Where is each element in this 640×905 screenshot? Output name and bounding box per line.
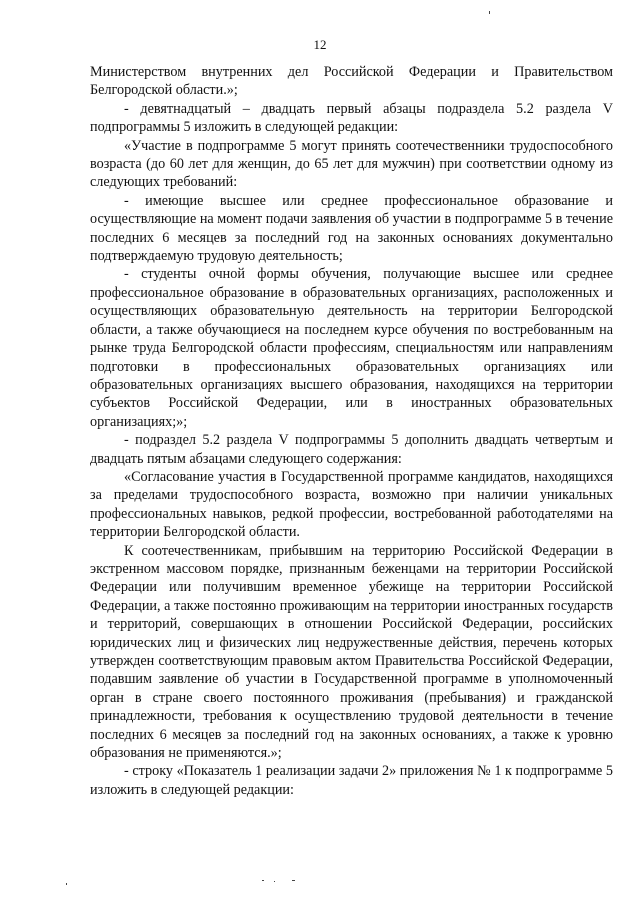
scan-speck [262,880,264,881]
paragraph-6: - подраздел 5.2 раздела V подпрограммы 5 дополнить двадцать четвертым и двадцать пятым абзацами следующего содержания: [90,432,613,467]
paragraph-4: - имеющие высшее или среднее профессиональное образование и осуществляющие на момент подачи заявления об участии в подпрограмме 5 в течение последних 6 месяцев за последний год на законных основаниях документально подтверждаемую трудовую деятельность; [90,192,613,265]
paragraph-2: - девятнадцатый – двадцать первый абзацы подраздела 5.2 раздела V подпрограммы 5 изложить в следующей редакции: [90,100,613,136]
paragraph-9: - строку «Показатель 1 реализации задачи 2» приложения № 1 к подпрограмме 5 изложить в следующей редакции: [90,763,613,798]
document-body [90,63,613,799]
paragraph-3: «Участие в подпрограмме 5 могут принять соотечественники трудоспособного возраста (до 60 лет для женщин, до 65 лет для мужчин) при соответствии одному из следующих требований: [90,137,613,191]
paragraph-7: «Согласование участия в Государственной программе кандидатов, находящихся за пределами трудоспособного возраста, возможно при наличии уникальных профессиональных навыков, редкой профессии, востребованной работодателями на территории Белгородской области. [90,468,613,541]
scan-speck [489,11,490,14]
paragraph-8: К соотечественникам, прибывшим на территорию Российской Федерации в экстренном массовом порядке, признанным беженцами на территории Российской Федерации или получившим временное убежище на территории Российской Федерации, а также постоянно проживающим на территории иностранных государств и территорий, совершающих в отношении Российской Федерации, российских юридических лиц и физических лиц недружественные действия, перечень которых утвержден соответствующим правовым актом Правительства Российской Федерации, подавшим заявление об участии в Государственной программе в уполномоченный орган в стране своего постоянного проживания (пребывания) и гражданской принадлежности, требования к осуществлению трудовой деятельности в течение последних 6 месяцев за последний год на законных основаниях, а также к уровню образования не применяются.»; [90,542,613,762]
paragraph-5: - студенты очной формы обучения, получающие высшее или среднее профессиональное образование в образовательных организациях, расположенных и осуществляющих образовательную деятельность на территории Белгородской области, а также обучающиеся на последнем курсе обучения по востребованным на рынке труда Белгородской области профессиям, специальностям или направлениям подготовки в профессиональных образовательных организациях или образовательных организациях высшего образования, находящихся на территории субъектов Российской Федерации, или в иностранных образовательных организациях;»; [90,266,613,430]
scan-speck [66,883,67,885]
scan-speck [292,880,295,881]
scan-speck [274,881,275,882]
paragraph-1: Министерством внутренних дел Российской Федерации и Правительством Белгородской области.»; [90,64,613,99]
page-number: 12 [313,37,327,52]
